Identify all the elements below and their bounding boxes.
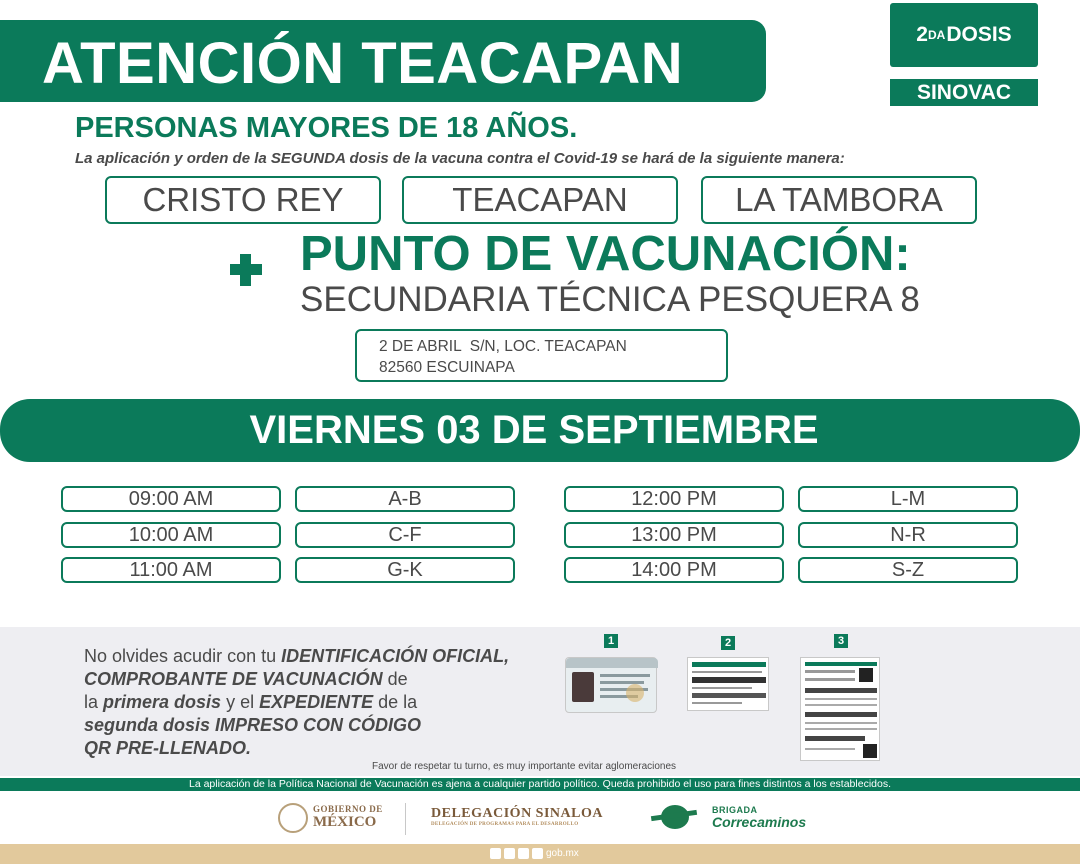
reminder-emphasis: QR PRE-LLENADO. [84,738,252,758]
document-number-1: 1 [604,634,618,648]
vaccine-badge: SINOVAC [890,79,1038,106]
facebook-icon[interactable] [490,848,501,859]
expediente-form-icon [800,657,880,761]
footer-divider [405,803,406,835]
dose-suffix: DA [927,28,946,42]
schedule-time: 14:00 PM [564,557,784,583]
schedule-letters: A-B [295,486,515,512]
plus-icon [226,250,266,290]
delegation-name: DELEGACIÓN SINALOA [431,806,603,821]
reminder-emphasis: primera dosis [103,692,222,712]
reminder-text: la [84,692,104,712]
brigade-line-1: BRIGADA [712,805,758,815]
location-cristo-rey: CRISTO REY [105,176,381,224]
location-la-tambora: LA TAMBORA [701,176,977,224]
reminder-text: No olvides acudir con tu [84,646,282,666]
reminder-emphasis: IDENTIFICACIÓN OFICIAL, [281,646,510,666]
document-number-2: 2 [721,636,735,650]
schedule-time: 13:00 PM [564,522,784,548]
schedule-time: 10:00 AM [61,522,281,548]
vaccination-certificate-icon [687,657,769,711]
page-title: ATENCIÓN TEACAPAN [42,31,684,96]
social-links [490,848,579,859]
twitter-icon[interactable] [504,848,515,859]
mexico-seal-icon [278,803,308,833]
reminder-emphasis: COMPROBANTE DE VACUNACIÓN [84,669,383,689]
audience-heading: PERSONAS MAYORES DE 18 AÑOS. [75,112,578,144]
delegacion-sinaloa-logo [431,806,603,827]
venue-address [355,329,728,382]
reminder-emphasis: segunda dosis IMPRESO CON CÓDIGO [84,715,422,735]
gov-line-1: GOBIERNO DE [313,804,383,814]
schedule-letters: N-R [798,522,1018,548]
brigade-line-2: Correcaminos [712,814,807,830]
date-text: VIERNES 03 DE SEPTIEMBRE [249,408,819,452]
schedule-letters: S-Z [798,557,1018,583]
roadrunner-icon [651,801,703,833]
address-line-1: 2 DE ABRIL S/N, LOC. TEACAPAN [379,338,627,355]
reminder-emphasis: EXPEDIENTE [259,692,374,712]
gobierno-mexico-logo [313,804,383,830]
schedule-time: 09:00 AM [61,486,281,512]
dose-badge [890,3,1038,67]
reminder-text: de la [373,692,418,712]
requirements-text [84,645,564,760]
dose-word: DOSIS [946,23,1012,46]
disclaimer-text: La aplicación de la Política Nacional de Vacunación es ajena a cualquier partido político. Queda prohibido el uso para fines distintos a los establecidos. [189,778,891,790]
respect-note: Favor de respetar tu turno, es muy importante evitar aglomeraciones [372,761,677,772]
gov-line-2: MÉXICO [313,814,377,830]
schedule-letters: L-M [798,486,1018,512]
schedule-letters: C-F [295,522,515,548]
schedule-letters: G-K [295,557,515,583]
instructions-text: La aplicación y orden de la SEGUNDA dosis de la vacuna contra el Covid-19 se hará de la siguiente manera: [75,150,845,167]
instagram-icon[interactable] [518,848,529,859]
youtube-icon[interactable] [532,848,543,859]
schedule-time: 11:00 AM [61,557,281,583]
site-link[interactable]: gob.mx [546,848,579,859]
venue-name: SECUNDARIA TÉCNICA PESQUERA 8 [300,280,920,319]
schedule-time: 12:00 PM [564,486,784,512]
delegation-subtitle: DELEGACIÓN DE PROGRAMAS PARA EL DESARROLLO [431,822,579,827]
reminder-text: y el [221,692,260,712]
address-line-2: 82560 ESCUINAPA [379,359,515,376]
brigada-correcaminos-logo [712,805,806,830]
id-card-icon [565,657,657,713]
venue-heading: PUNTO DE VACUNACIÓN: [300,227,911,281]
location-teacapan: TEACAPAN [402,176,678,224]
document-number-3: 3 [834,634,848,648]
dose-number: 2 [916,23,928,46]
reminder-text: de [382,669,408,689]
